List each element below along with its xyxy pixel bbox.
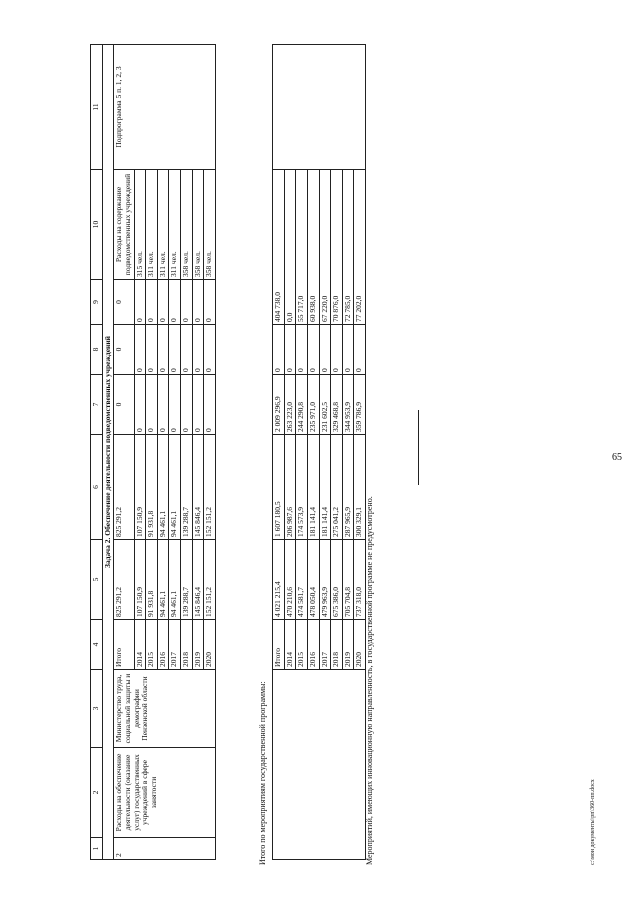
value-cell: 0 (354, 325, 366, 375)
value-cell: 94 461,1 (169, 435, 181, 540)
column-number: 9 (91, 280, 103, 325)
value-cell: 825 291,2 (114, 540, 134, 620)
year-cell: 2016 (307, 620, 319, 670)
value-cell: 94 461,1 (157, 435, 169, 540)
year-cell: 2015 (146, 620, 158, 670)
column-number: 8 (91, 325, 103, 375)
column-number: 1 (91, 838, 103, 860)
value-cell: 0 (204, 325, 216, 375)
value-cell: 0 (284, 325, 296, 375)
value-cell: 0 (114, 325, 134, 375)
totals-table-block (272, 45, 366, 860)
year-cell: 2017 (319, 620, 331, 670)
value-cell: 94 461,1 (157, 540, 169, 620)
value-cell: 478 050,4 (307, 540, 319, 620)
value-cell: 287 965,9 (342, 435, 354, 540)
value-cell: 474 581,7 (296, 540, 308, 620)
year-cell: 2020 (204, 620, 216, 670)
value-cell: 479 963,9 (319, 540, 331, 620)
value-cell: 275 041,2 (331, 435, 343, 540)
page-number: 65 (612, 452, 622, 463)
measure-name: Расходы на обеспечение деятельности (оказание услуг) государственных учреждений в сфере занятости (114, 748, 216, 838)
year-cell: 2019 (192, 620, 204, 670)
footnote: Мероприятий, имеющих инновационную направленность, в государственной программе не предусмотрено. (365, 496, 374, 865)
value-cell: 0 (134, 280, 146, 325)
totals-blank (273, 45, 366, 170)
value-cell: 0 (273, 325, 285, 375)
separator-line (418, 410, 419, 485)
value-cell: 0 (169, 375, 181, 435)
value-cell: 0 (114, 375, 134, 435)
year-cell: 2017 (169, 620, 181, 670)
value-cell: 91 931,8 (146, 540, 158, 620)
value-cell: 70 876,0 (331, 170, 343, 325)
value-cell: 0 (181, 280, 193, 325)
column-number-row (91, 45, 103, 860)
value-cell: 152 151,2 (204, 540, 216, 620)
value-cell: 235 971,0 (307, 375, 319, 435)
indicator-cell: 358 чел. (204, 170, 216, 280)
value-cell: 0 (146, 375, 158, 435)
main-table-block (90, 45, 216, 860)
value-cell: 55 717,0 (296, 170, 308, 325)
value-cell: 0 (169, 280, 181, 325)
column-number: 5 (91, 540, 103, 620)
subprogram-link: Подпрограмма 5 п. 1, 2, 3 (114, 45, 216, 170)
value-cell: 94 461,1 (169, 540, 181, 620)
value-cell: 0 (204, 375, 216, 435)
totals-table (272, 44, 366, 860)
value-cell: 344 953,9 (342, 375, 354, 435)
task-title: Задача 2. Обеспечение деятельности подведомственных учреждений (102, 45, 114, 860)
value-cell: 174 573,9 (296, 435, 308, 540)
value-cell: 263 223,0 (284, 375, 296, 435)
year-cell: 2014 (284, 620, 296, 670)
task-row (102, 45, 114, 860)
year-cell: 2015 (296, 620, 308, 670)
value-cell: 300 329,1 (354, 435, 366, 540)
column-number: 10 (91, 170, 103, 280)
table-row (114, 45, 134, 860)
value-cell: 91 931,8 (146, 435, 158, 540)
table-row (273, 45, 285, 860)
column-number: 4 (91, 620, 103, 670)
value-cell: 0 (157, 375, 169, 435)
value-cell: 825 291,2 (114, 435, 134, 540)
value-cell: 675 386,0 (331, 540, 343, 620)
value-cell: 77 202,0 (354, 170, 366, 325)
value-cell: 0 (307, 325, 319, 375)
value-cell: 0 (114, 280, 134, 325)
value-cell: 1 607 180,5 (273, 435, 285, 540)
year-cell: 2018 (331, 620, 343, 670)
value-cell: 0 (169, 325, 181, 375)
value-cell: 139 288,7 (181, 540, 193, 620)
year-cell: Итого (114, 620, 134, 670)
totals-title: Итого по мероприятиям государственной программы: (258, 681, 267, 865)
year-cell: 2019 (342, 620, 354, 670)
year-cell: 2020 (354, 620, 366, 670)
year-cell: 2016 (157, 620, 169, 670)
indicator-cell: 311 чел. (146, 170, 158, 280)
column-number: 2 (91, 748, 103, 838)
value-cell: 0 (192, 375, 204, 435)
indicator-cell: 315 чел. (134, 170, 146, 280)
value-cell: 60 938,0 (307, 170, 319, 325)
value-cell: 0 (204, 280, 216, 325)
value-cell: 0 (157, 280, 169, 325)
column-number: 7 (91, 375, 103, 435)
value-cell: 0 (181, 375, 193, 435)
value-cell: 107 150,9 (134, 435, 146, 540)
indicator-cell: 311 чел. (157, 170, 169, 280)
value-cell: 231 602,5 (319, 375, 331, 435)
value-cell: 359 786,9 (354, 375, 366, 435)
year-cell: 2014 (134, 620, 146, 670)
year-cell: Итого (273, 620, 285, 670)
year-cell: 2018 (181, 620, 193, 670)
value-cell: 181 141,4 (307, 435, 319, 540)
value-cell: 0,0 (284, 170, 296, 325)
row-number: 2 (114, 838, 216, 860)
value-cell: 139 288,7 (181, 435, 193, 540)
value-cell: 404 738,0 (273, 170, 285, 325)
value-cell: 145 846,4 (192, 540, 204, 620)
indicator-cell: Расходы на содержание подведомственных учреждений (114, 170, 134, 280)
value-cell: 0 (146, 280, 158, 325)
value-cell: 0 (181, 325, 193, 375)
column-number: 3 (91, 670, 103, 748)
value-cell: 0 (192, 280, 204, 325)
indicator-cell: 358 чел. (181, 170, 193, 280)
column-number: 11 (91, 45, 103, 170)
value-cell: 737 318,0 (354, 540, 366, 620)
value-cell: 244 290,8 (296, 375, 308, 435)
value-cell: 0 (134, 375, 146, 435)
value-cell: 470 210,6 (284, 540, 296, 620)
value-cell: 4 021 215,4 (273, 540, 285, 620)
value-cell: 2 009 296,9 (273, 375, 285, 435)
value-cell: 107 150,9 (134, 540, 146, 620)
indicator-cell: 358 чел. (192, 170, 204, 280)
value-cell: 0 (146, 325, 158, 375)
value-cell: 0 (134, 325, 146, 375)
value-cell: 329 468,8 (331, 375, 343, 435)
value-cell: 0 (192, 325, 204, 375)
value-cell: 72 785,0 (342, 170, 354, 325)
value-cell: 0 (342, 325, 354, 375)
value-cell: 152 151,2 (204, 435, 216, 540)
value-cell: 0 (296, 325, 308, 375)
totals-blank (273, 670, 366, 860)
value-cell: 0 (157, 325, 169, 375)
value-cell: 0 (319, 325, 331, 375)
responsible-executor: Министерство труда, социальной защиты и демографии Пензенской области (114, 670, 216, 748)
value-cell: 181 141,4 (319, 435, 331, 540)
value-cell: 145 846,4 (192, 435, 204, 540)
column-number: 6 (91, 435, 103, 540)
indicator-cell: 311 чел. (169, 170, 181, 280)
value-cell: 0 (331, 325, 343, 375)
main-table (90, 44, 216, 860)
file-path-footer: c:\мои документы\рп\360-пп.docx (590, 779, 596, 865)
value-cell: 67 220,0 (319, 170, 331, 325)
value-cell: 206 987,6 (284, 435, 296, 540)
value-cell: 705 704,8 (342, 540, 354, 620)
